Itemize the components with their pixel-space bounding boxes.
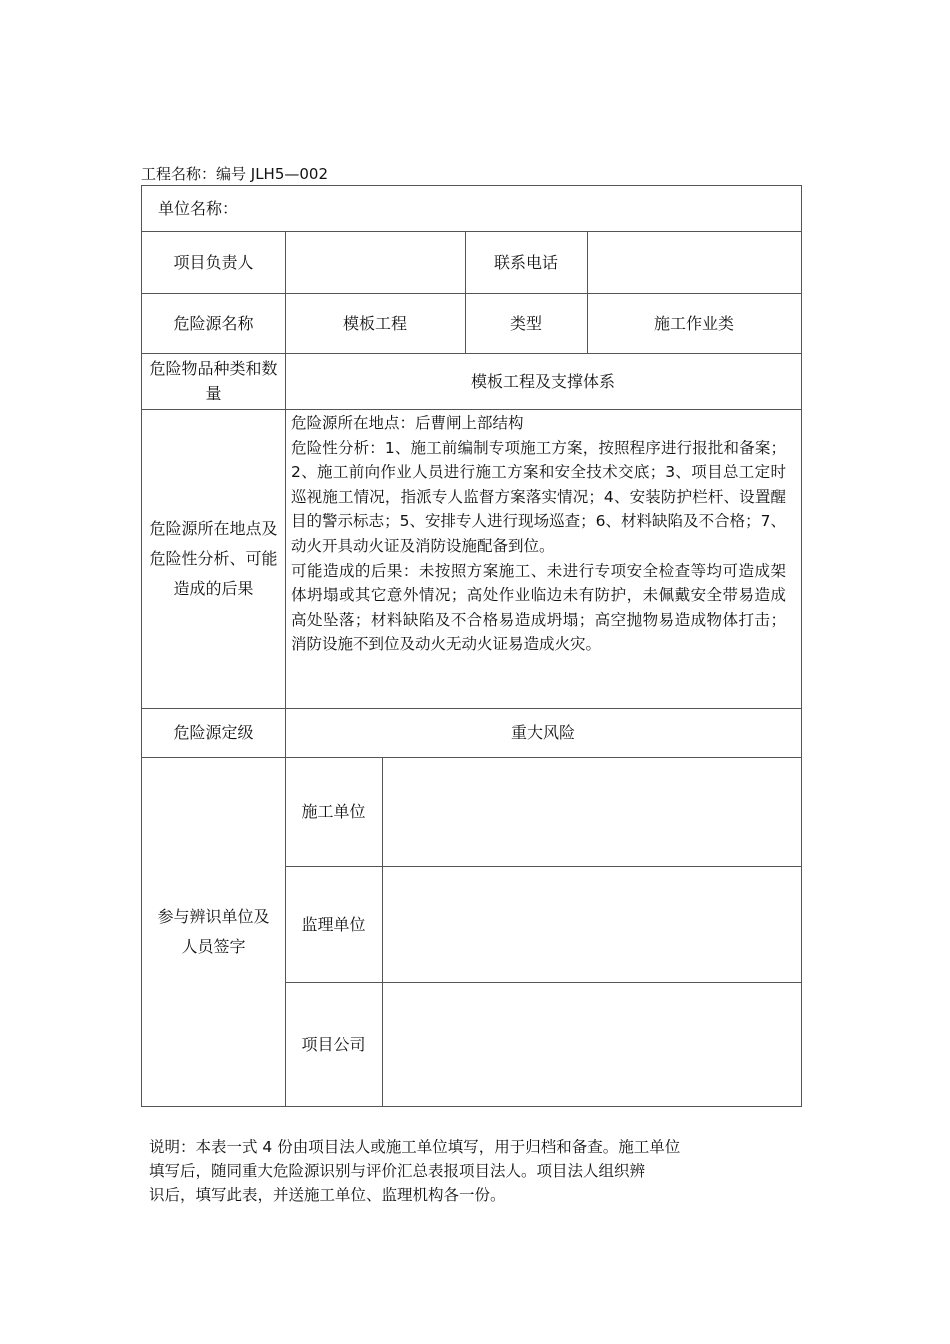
analysis-content: [142, 409, 801, 708]
hazard-name-label: 危险源名称: [173, 313, 254, 333]
footnote-line: 说明：本表一式 4 份由项目法人或施工单位填写，用于归档和备查。施工单位: [149, 1138, 681, 1156]
hazard-identification-form: [141, 185, 802, 1107]
level-label: 危险源定级: [173, 723, 254, 742]
analysis-risk: 危险性分析：1、施工前编制专项施工方案，按照程序进行报批和备案；2、施工前向作业人员进行施工方案和安全技术交底；3、项目总工定时巡视施工情况，指派专人监督方案落实情况；4、安装防护栏杆、设置醒目的警示标志；5、安排专人进行现场巡查；6、材料缺陷及不合格；7、动火开具动火证及消防设施配备到位。: [291, 438, 786, 555]
sign-label: 参与辨识单位及人员签字: [157, 906, 270, 956]
materials-value: 模板工程及支撑体系: [470, 371, 615, 391]
materials-label: 危险物品种类和数量: [149, 359, 278, 403]
sign-supervision-label: 监理单位: [301, 914, 366, 934]
project-leader-value: [285, 231, 465, 293]
analysis-label: 危险源所在地点及危险性分析、可能造成的后果: [149, 518, 278, 598]
project-name-header: 工程名称：编号 JLH5—002: [141, 165, 329, 183]
contact-phone-value: [587, 231, 801, 293]
analysis-text: [291, 411, 786, 657]
analysis-consequence: 可能造成的后果：未按照方案施工、未进行专项安全检查等均可造成架体坍塌或其它意外情况；高处作业临边未有防护，未佩戴安全带易造成高处坠落；材料缺陷及不合格易造成坍塌；高空抛物易造成物体打击；消防设施不到位及动火无动火证易造成火灾。: [291, 561, 786, 654]
footnote-line: 填写后，随同重大危险源识别与评价汇总表报项目法人。项目法人组织辨: [149, 1162, 646, 1180]
sign-company-field[interactable]: [382, 982, 801, 1106]
unit-name-label: 单位名称：: [158, 199, 239, 218]
analysis-location: 危险源所在地点：后曹闸上部结构: [291, 414, 524, 432]
type-label: 类型: [509, 313, 542, 333]
project-leader-label: 项目负责人: [173, 252, 254, 272]
sign-construction-field[interactable]: [382, 757, 801, 866]
hazard-name-value: 模板工程: [342, 313, 407, 333]
sign-construction-label: 施工单位: [301, 802, 366, 821]
sign-company-label: 项目公司: [301, 1034, 366, 1054]
footnote-line: 识后，填写此表，并送施工单位、监理机构各一份。: [149, 1186, 506, 1204]
type-value: 施工作业类: [653, 313, 734, 333]
footnote: [149, 1135, 779, 1207]
sign-supervision-field[interactable]: [382, 866, 801, 982]
level-value: 重大风险: [510, 723, 575, 742]
contact-phone-label: 联系电话: [493, 252, 558, 272]
